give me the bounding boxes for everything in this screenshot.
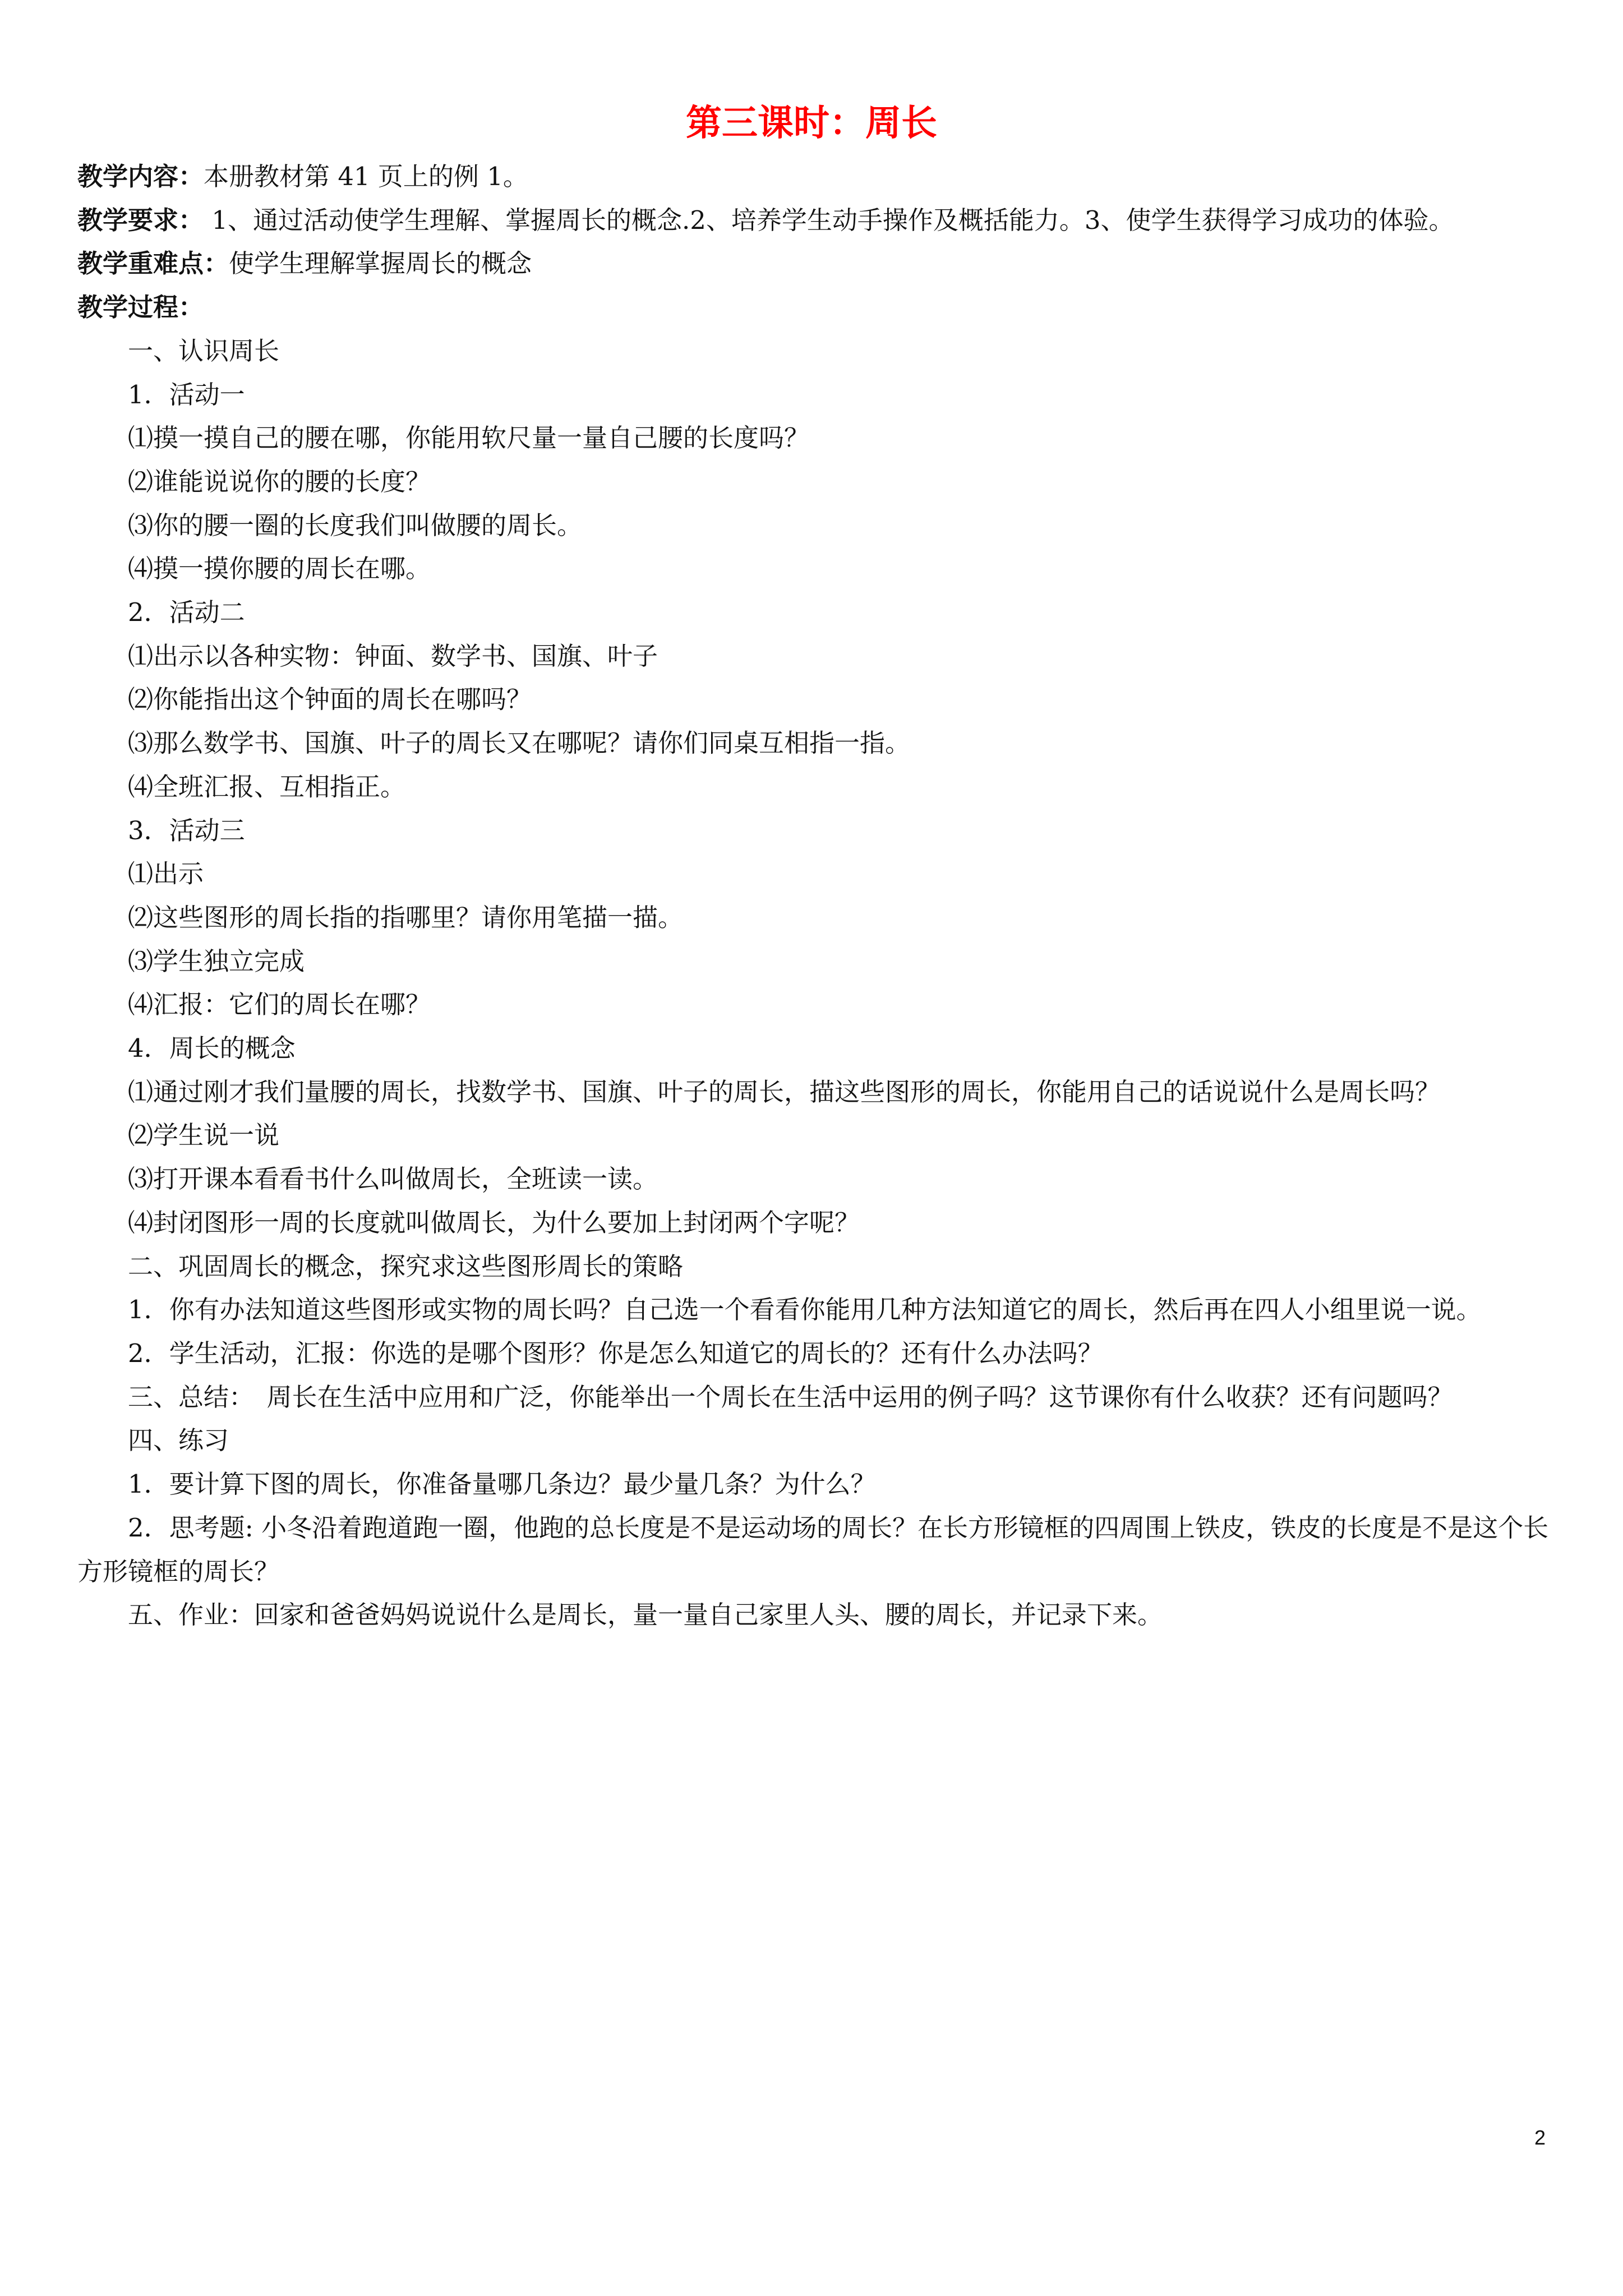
keypoints-label: 教学重难点： bbox=[77, 249, 229, 279]
list-item: 2．学生活动，汇报：你选的是哪个图形？你是怎么知道它的周长的？还有什么办法吗？ bbox=[128, 1338, 1103, 1368]
section-heading: 二、巩固周长的概念，探究求这些图形周长的策略 bbox=[128, 1251, 684, 1281]
list-item: 1．要计算下图的周长，你准备量哪几条边？最少量几条？为什么？ bbox=[128, 1469, 876, 1499]
content-line bbox=[77, 155, 1558, 199]
list-item: ⑵你能指出这个钟面的周长在哪吗？ bbox=[128, 684, 532, 715]
keypoints-line bbox=[77, 242, 1558, 286]
requirements-label: 教学要求： bbox=[77, 205, 204, 235]
section-heading: 三、总结： 周长在生活中应用和广泛，你能举出一个周长在生活中运用的例子吗？这节课你有什么收获？还有问题吗？ bbox=[128, 1382, 1453, 1412]
list-item: ⑶那么数学书、国旗、叶子的周长又在哪呢？请你们同桌互相指一指。 bbox=[128, 728, 911, 758]
list-item: ⑴出示以各种实物：钟面、数学书、国旗、叶子 bbox=[128, 641, 658, 671]
list-item: ⑶你的腰一圈的长度我们叫做腰的周长。 bbox=[128, 510, 583, 540]
list-item: ⑴摸一摸自己的腰在哪，你能用软尺量一量自己腰的长度吗？ bbox=[128, 423, 810, 453]
list-item: ⑴出示 bbox=[128, 859, 204, 889]
list-item: ⑵这些图形的周长指的指哪里？请你用笔描一描。 bbox=[128, 902, 684, 932]
page-title: 第三课时：周长 bbox=[686, 103, 937, 144]
section-heading: 四、练习 bbox=[128, 1425, 229, 1456]
activity-heading: 2．活动二 bbox=[128, 597, 245, 628]
document-body bbox=[77, 155, 1558, 1637]
content-text: 本册教材第 41 页上的例 1。 bbox=[204, 162, 528, 191]
activity-heading: 4．周长的概念 bbox=[128, 1033, 296, 1064]
list-item: ⑵学生说一说 bbox=[128, 1120, 280, 1151]
activity-heading: 3．活动三 bbox=[128, 815, 245, 845]
section-heading: 五、作业：回家和爸爸妈妈说说什么是周长，量一量自己家里人头、腰的周长，并记录下来。 bbox=[128, 1600, 1163, 1630]
requirements-line bbox=[77, 199, 1558, 242]
keypoints-text: 使学生理解掌握周长的概念 bbox=[229, 249, 532, 279]
list-item: ⑵谁能说说你的腰的长度？ bbox=[128, 466, 431, 496]
list-item: ⑴通过刚才我们量腰的周长，找数学书、国旗、叶子的周长，描这些图形的周长，你能用自己的话说说什么是周长吗？ bbox=[128, 1076, 1441, 1107]
list-item: ⑷汇报：它们的周长在哪？ bbox=[128, 990, 431, 1020]
list-item: ⑶打开课本看看书什么叫做周长，全班读一读。 bbox=[128, 1164, 658, 1194]
list-item: 2．思考题: 小冬沿着跑道跑一圈，他跑的总长度是不是运动场的周长？在长方形镜框的四周围上铁皮，铁皮的长度是不是这个长方形镜框的周长？ bbox=[77, 1512, 1549, 1586]
page-number: 2 bbox=[1534, 2126, 1546, 2149]
list-item: ⑷封闭图形一周的长度就叫做周长，为什么要加上封闭两个字呢？ bbox=[128, 1207, 860, 1237]
process-label: 教学过程： bbox=[77, 292, 204, 323]
content-label: 教学内容： bbox=[77, 162, 204, 191]
list-item: ⑷全班汇报、互相指正。 bbox=[128, 771, 406, 802]
list-item: ⑷摸一摸你腰的周长在哪。 bbox=[128, 554, 431, 584]
list-item: ⑶学生独立完成 bbox=[128, 946, 305, 976]
requirements-text: 1、通过活动使学生理解、掌握周长的概念.2、培养学生动手操作及概括能力。3、使学生获得学习成功的体验。 bbox=[204, 205, 1454, 235]
section-heading: 一、认识周长 bbox=[128, 335, 280, 366]
list-item: 1．你有办法知道这些图形或实物的周长吗？自己选一个看看你能用几种方法知道它的周长，然后再在四人小组里说一说。 bbox=[128, 1295, 1482, 1325]
activity-heading: 1．活动一 bbox=[128, 379, 245, 409]
